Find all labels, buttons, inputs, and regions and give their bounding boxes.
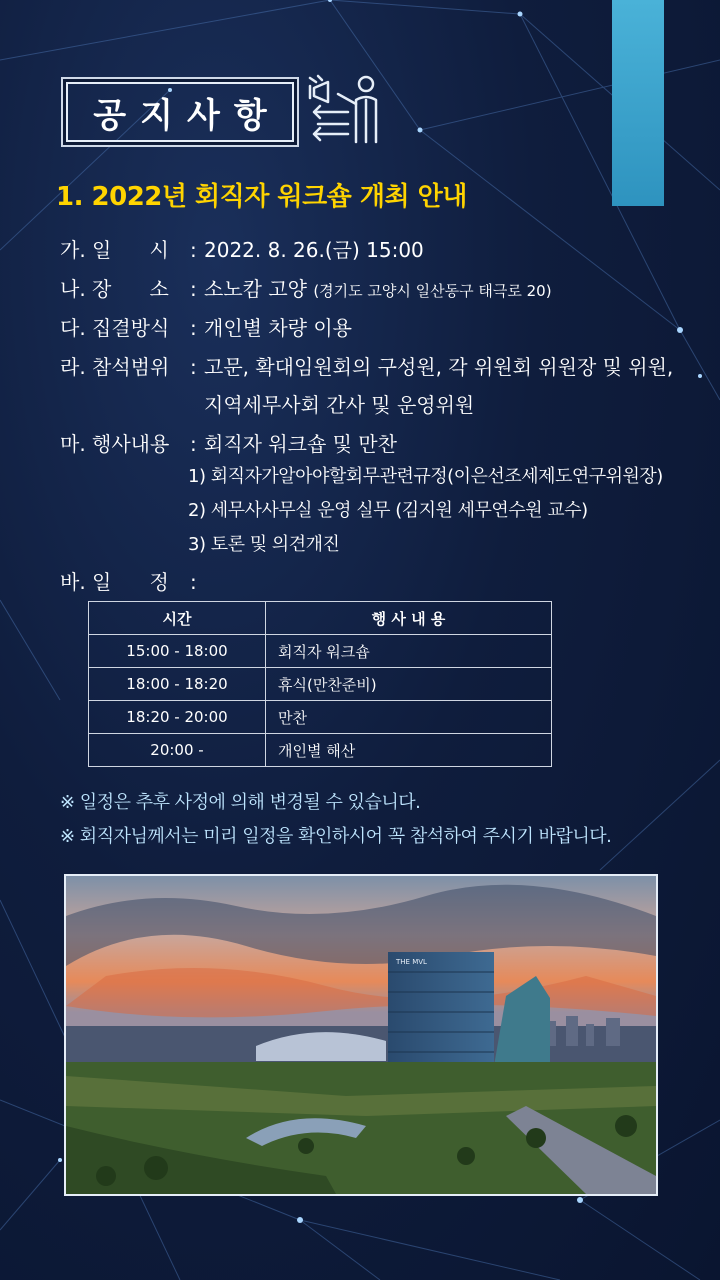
detail-value: 회직자 워크숍 및 만찬 (204, 432, 397, 456)
schedule-header-event: 행 사 내 용 (266, 602, 552, 635)
schedule-header-row (89, 602, 552, 635)
notice-badge (66, 82, 294, 142)
program-item: 1) 회직자가알아야할회무관련규정(이은선조세제도연구위원장) (188, 466, 663, 487)
notice-badge-label: 공지사항 (93, 95, 281, 136)
schedule-event: 회직자 워크숍 (266, 635, 552, 668)
notice-title: 1. 2022년 회직자 워크숍 개최 안내 (56, 182, 467, 212)
building-sign: THE MVL (396, 958, 427, 966)
megaphone-presenter-icon (308, 72, 388, 148)
detail-value: 지역세무사회 간사 및 운영위원 (204, 393, 475, 417)
schedule-event: 개인별 해산 (266, 734, 552, 767)
detail-value: 개인별 차량 이용 (204, 316, 352, 340)
detail-value: 소노캄 고양 (204, 277, 307, 301)
detail-label: 라. 참석범위 (60, 355, 170, 379)
table-row (89, 701, 552, 734)
detail-label: 다. 집결방식 (60, 316, 170, 340)
schedule-event: 휴식(만찬준비) (266, 668, 552, 701)
detail-label: 나. 장 소 (60, 277, 169, 301)
venue-photo-illustration (66, 876, 656, 1194)
table-row (89, 635, 552, 668)
detail-row-date: 가. 일 시 : 2022. 8. 26.(금) 15:00 (60, 234, 424, 263)
schedule-time: 15:00 - 18:00 (89, 635, 266, 668)
schedule-event: 만찬 (266, 701, 552, 734)
venue-photo (64, 874, 658, 1196)
detail-value: 2022. 8. 26.(금) 15:00 (204, 238, 424, 262)
detail-row-scope-cont (60, 389, 474, 418)
schedule-time: 20:00 - (89, 734, 266, 767)
detail-row-place: 나. 장 소 : 소노캄 고양 (경기도 고양시 일산동구 태극로 20) (60, 273, 552, 302)
detail-row-contents: 마. 행사내용 : 회직자 워크숍 및 만찬 (60, 428, 397, 457)
table-row (89, 734, 552, 767)
detail-label: 가. 일 시 (60, 238, 169, 262)
detail-row-schedule: 바. 일 정 : (60, 566, 204, 595)
schedule-time: 18:00 - 18:20 (89, 668, 266, 701)
detail-row-gathering: 다. 집결방식 : 개인별 차량 이용 (60, 312, 352, 341)
notice-note: ※ 일정은 추후 사정에 의해 변경될 수 있습니다. (60, 792, 421, 813)
program-item: 3) 토론 및 의견개진 (188, 534, 340, 555)
detail-address: (경기도 고양시 일산동구 태극로 20) (313, 282, 552, 300)
table-row (89, 668, 552, 701)
detail-row-scope: 라. 참석범위 : 고문, 확대임원회의 구성원, 각 위원회 위원장 및 위원, (60, 351, 673, 380)
schedule-time: 18:20 - 20:00 (89, 701, 266, 734)
detail-value: 고문, 확대임원회의 구성원, 각 위원회 위원장 및 위원, (204, 355, 674, 379)
program-item: 2) 세무사사무실 운영 실무 (김지원 세무연수원 교수) (188, 500, 588, 521)
accent-bar (612, 0, 664, 206)
notice-note: ※ 회직자님께서는 미리 일정을 확인하시어 꼭 참석하여 주시기 바랍니다. (60, 826, 612, 847)
detail-label: 마. 행사내용 (60, 432, 170, 456)
schedule-table (88, 601, 552, 767)
schedule-header-time: 시간 (89, 602, 266, 635)
detail-label: 바. 일 정 (60, 570, 169, 594)
